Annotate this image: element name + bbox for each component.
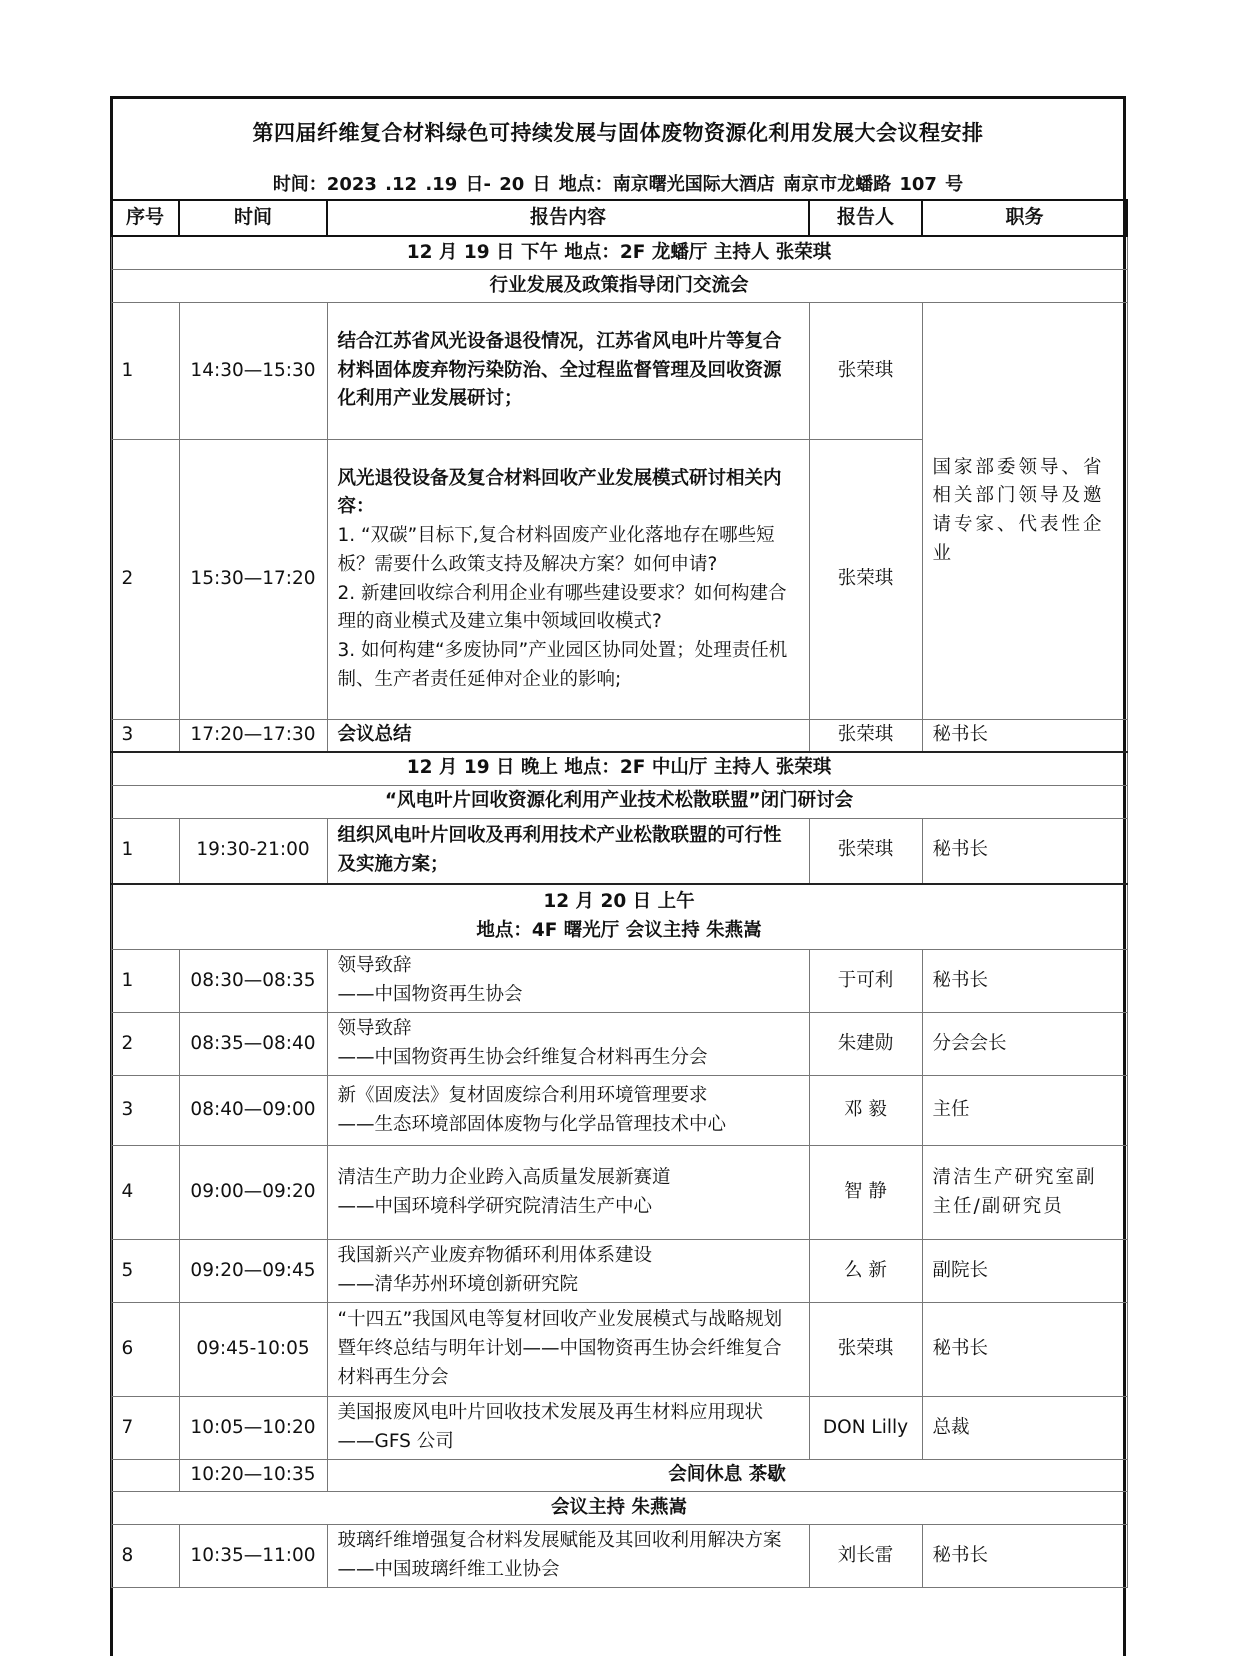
break-row — [111, 1460, 1127, 1492]
content-line: ——中国物资再生协会纤维复合材料再生分会 — [337, 1047, 708, 1068]
row-time: 09:00—09:20 — [179, 1146, 327, 1240]
row-content: 组织风电叶片回收及再利用技术产业松散联盟的可行性及实施方案； — [327, 818, 809, 884]
row-no: 1 — [111, 303, 179, 440]
section-venue: 地点：4F 曙光厅 会议主持 朱燕嵩 — [476, 920, 762, 941]
row-time: 17:20—17:30 — [179, 720, 327, 752]
row-no: 2 — [111, 440, 179, 720]
column-header-role: 职务 — [922, 200, 1127, 236]
row-content: “十四五”我国风电等复材回收产业发展模式与战略规划暨年终总结与明年计划——中国物资再生协会纤维复合材料再生分会 — [327, 1303, 809, 1397]
row-no: 3 — [111, 720, 179, 752]
row-time: 08:30—08:35 — [179, 950, 327, 1013]
row-role: 清洁生产研究室副主任/副研究员 — [922, 1146, 1127, 1240]
row-no: 1 — [111, 818, 179, 884]
row-no: 2 — [111, 1013, 179, 1076]
section-header: 12 月 19 日 下午 地点：2F 龙蟠厅 主持人 张荣琪 — [111, 236, 1127, 270]
content-title: 风光退役设备及复合材料回收产业发展模式研讨相关内容： — [337, 467, 782, 518]
content-item: 3. 如何构建“多废协同”产业园区协同处置；处理责任机制、生产者责任延伸对企业的影响; — [337, 639, 788, 690]
row-content: 玻璃纤维增强复合材料发展赋能及其回收利用解决方案——中国玻璃纤维工业协会 — [327, 1525, 809, 1588]
section-title: 行业发展及政策指导闭门交流会 — [111, 270, 1127, 303]
row-content — [327, 1240, 809, 1303]
row-speaker: 于可利 — [809, 950, 922, 1013]
row-time: 09:20—09:45 — [179, 1240, 327, 1303]
content-line: 新《固废法》复材固废综合利用环境管理要求 — [337, 1084, 708, 1106]
row-speaker: 张荣琪 — [809, 720, 922, 752]
row-speaker: 智 静 — [809, 1146, 922, 1240]
section-header: 12 月 19 日 晚上 地点：2F 中山厅 主持人 张荣琪 — [111, 752, 1127, 786]
row-speaker: 么 新 — [809, 1240, 922, 1303]
column-header-no: 序号 — [111, 200, 179, 236]
page-title: 第四届纤维复合材料绿色可持续发展与固体废物资源化利用发展大会议程安排 — [252, 121, 984, 145]
row-speaker: 张荣琪 — [809, 440, 922, 720]
content-line: ——中国物资再生协会 — [337, 984, 523, 1005]
row-time: 10:05—10:20 — [179, 1397, 327, 1460]
row-content: 美国报废风电叶片回收技术发展及再生材料应用现状——GFS 公司 — [327, 1397, 809, 1460]
section-title: “风电叶片回收资源化利用产业技术松散联盟”闭门研讨会 — [111, 785, 1127, 818]
content-item: 2. 新建回收综合利用企业有哪些建设要求？如何构建合理的商业模式及建立集中领域回收模式? — [337, 582, 787, 633]
break-time: 10:20—10:35 — [179, 1460, 327, 1492]
row-no: 6 — [111, 1303, 179, 1397]
row-role: 主任 — [922, 1076, 1127, 1146]
row-role: 副院长 — [922, 1240, 1127, 1303]
row-content — [327, 1146, 809, 1240]
table-row — [111, 1013, 1127, 1076]
row-content: 会议总结 — [327, 720, 809, 752]
row-time: 19:30-21:00 — [179, 818, 327, 884]
row-role: 总裁 — [922, 1397, 1127, 1460]
table-row — [111, 720, 1127, 752]
table-row — [111, 1146, 1127, 1240]
row-role: 秘书长 — [922, 720, 1127, 752]
page-subtitle: 时间：2023 .12 .19 日- 20 日 地点：南京曙光国际大酒店 南京市龙蟠路 107 号 — [272, 174, 964, 195]
row-no: 7 — [111, 1397, 179, 1460]
row-role-merged: 国家部委领导、省相关部门领导及邀请专家、代表性企业 — [922, 303, 1127, 720]
column-header-content: 报告内容 — [327, 200, 809, 236]
row-no: 4 — [111, 1146, 179, 1240]
content-line: 领导致辞 — [337, 955, 412, 977]
table-row — [111, 1303, 1127, 1397]
row-speaker: 邓 毅 — [809, 1076, 922, 1146]
row-speaker: 张荣琪 — [809, 303, 922, 440]
agenda-table — [110, 199, 1128, 1588]
row-role: 秘书长 — [922, 1525, 1127, 1588]
row-role: 秘书长 — [922, 950, 1127, 1013]
section-date: 12 月 20 日 上午 — [543, 891, 695, 913]
agenda-frame — [110, 96, 1126, 1656]
row-content: 结合江苏省风光设备退役情况，江苏省风电叶片等复合材料固体废弃物污染防治、全过程监督管理及回收资源化利用产业发展研讨； — [327, 303, 809, 440]
row-content — [327, 440, 809, 720]
row-time: 08:40—09:00 — [179, 1076, 327, 1146]
row-speaker: 张荣琪 — [809, 1303, 922, 1397]
row-content — [327, 1013, 809, 1076]
row-time: 10:35—11:00 — [179, 1525, 327, 1588]
table-header-row — [111, 200, 1127, 236]
column-header-time: 时间 — [179, 200, 327, 236]
row-speaker: 朱建勋 — [809, 1013, 922, 1076]
row-no: 5 — [111, 1240, 179, 1303]
row-content — [327, 950, 809, 1013]
content-line: 我国新兴产业废弃物循环利用体系建设 — [337, 1245, 653, 1267]
row-time: 14:30—15:30 — [179, 303, 327, 440]
row-speaker: 刘长雷 — [809, 1525, 922, 1588]
row-no: 3 — [111, 1076, 179, 1146]
content-line: 清洁生产助力企业跨入高质量发展新赛道 — [337, 1166, 671, 1188]
content-item: 1. “双碳”目标下,复合材料固废产业化落地存在哪些短板？需要什么政策支持及解决方案？如何申请? — [337, 525, 775, 575]
row-time: 08:35—08:40 — [179, 1013, 327, 1076]
content-line: 领导致辞 — [337, 1018, 412, 1040]
content-line: ——中国环境科学研究院清洁生产中心 — [337, 1195, 653, 1217]
column-header-speaker: 报告人 — [809, 200, 922, 236]
table-row — [111, 818, 1127, 884]
row-role: 秘书长 — [922, 1303, 1127, 1397]
section-header: 会议主持 朱燕嵩 — [111, 1492, 1127, 1525]
table-row — [111, 1076, 1127, 1146]
row-speaker: DON Lilly — [809, 1397, 922, 1460]
row-role: 秘书长 — [922, 818, 1127, 884]
row-speaker: 张荣琪 — [809, 818, 922, 884]
table-row — [111, 950, 1127, 1013]
row-no: 8 — [111, 1525, 179, 1588]
table-row — [111, 1525, 1127, 1588]
content-line: ——清华苏州环境创新研究院 — [337, 1274, 579, 1295]
content-line: ——生态环境部固体废物与化学品管理技术中心 — [337, 1113, 727, 1135]
row-time: 09:45-10:05 — [179, 1303, 327, 1397]
section-header — [111, 884, 1127, 950]
table-row — [111, 1397, 1127, 1460]
row-content — [327, 1076, 809, 1146]
table-row — [111, 303, 1127, 440]
break-label: 会间休息 茶歇 — [327, 1460, 1127, 1492]
table-row — [111, 1240, 1127, 1303]
row-time: 15:30—17:20 — [179, 440, 327, 720]
row-role: 分会会长 — [922, 1013, 1127, 1076]
row-no: 1 — [111, 950, 179, 1013]
